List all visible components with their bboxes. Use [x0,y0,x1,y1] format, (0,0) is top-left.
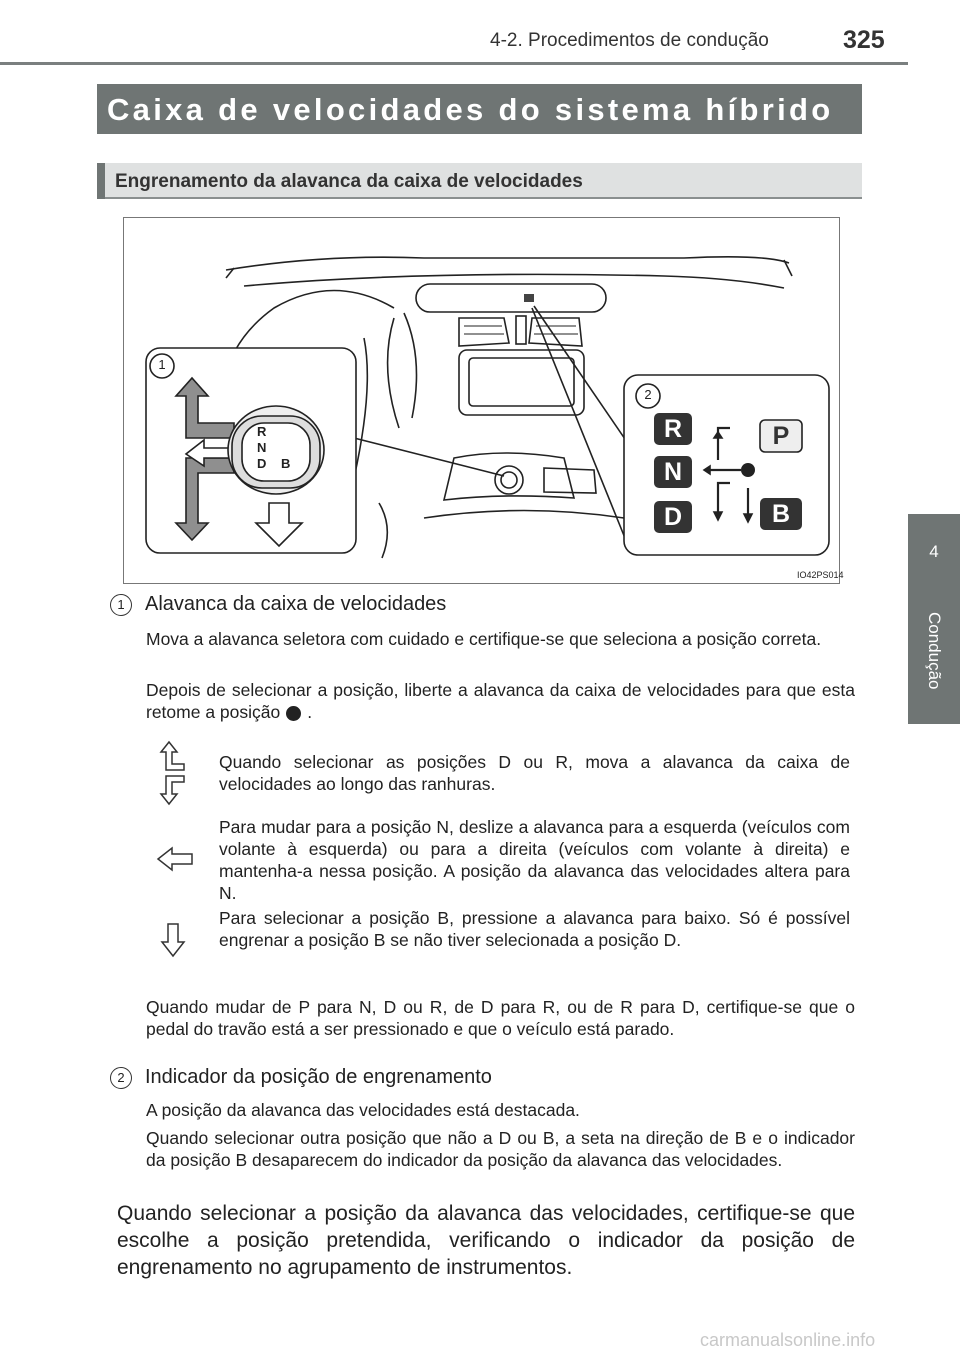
item-1-number: 1 [110,594,132,616]
dashboard-illustration [123,217,840,584]
item-1-paragraph-2-text: Depois de selecionar a posição, liberte a alavanca da caixa de velocidades para que esta retome a posição [146,680,855,722]
item-1-paragraph-1: Mova a alavanca seletora com cuidado e certifique-se que seleciona a posição correta. [146,629,822,649]
item-1-paragraph-2-end: . [307,702,313,722]
lever-letter-d: D [257,456,267,471]
figure-callout-1: 1 [158,357,166,372]
item-1-paragraph-3: Quando mudar de P para N, D ou R, de D para R, ou de R para D, certifique-se que o pedal do travão está a ser pressionado e que o veículo está parado. [146,997,855,1039]
indicator-key-n: N [663,458,683,486]
page-title: Caixa de velocidades do sistema híbrido [107,92,834,127]
subtitle-accent [97,163,105,199]
note-n: Para mudar para a posição N, deslize a alavanca para a esquerda (veículos com volante à esquerda) ou para a direita (veículos com volante à direita) e mantenha-a nessa posição. A posição da alavanca das velocidades altera para N. [219,817,850,903]
closing-paragraph: Quando selecionar a posição da alavanca das velocidades, certifique-se que escolhe a posição pretendida, verificando o indicador da posição de engrenamento no agrupamento de instrumentos. [117,1202,855,1279]
item-1-heading: Alavanca da caixa de velocidades [145,593,447,615]
header-rule [0,62,908,65]
indicator-key-b: B [771,500,791,528]
chapter-number: 4 [929,542,939,561]
subtitle: Engrenamento da alavanca da caixa de velocidades [115,171,583,192]
figure-callout-2: 2 [644,387,652,402]
chapter-label: Condução [925,612,944,690]
watermark: carmanualsonline.info [700,1330,876,1350]
item-2-paragraph-2: Quando selecionar outra posição que não a D ou B, a seta na direção de B e o indicador da posição B desaparecem do indicador da posição da alavanca das velocidades. [146,1128,855,1170]
up-down-grooves-arrow-icon [158,740,188,806]
down-arrow-icon [160,922,186,958]
indicator-key-d: D [663,503,683,531]
indicator-key-r: R [663,415,683,443]
note-d-r: Quando selecionar as posições D ou R, mova a alavanca da caixa de velocidades ao longo das ranhuras. [219,752,850,794]
item-1-paragraph-2 [146,679,855,723]
figure-code: IO42PS014 [797,570,844,580]
lever-letter-b: B [281,456,291,471]
left-arrow-icon [156,846,194,872]
page-number: 325 [843,26,885,54]
neutral-position-dot-icon [286,706,301,721]
lever-letter-r: R [257,424,267,439]
note-b: Para selecionar a posição B, pressione a alavanca para baixo. Só é possível engrenar a posição B se não tiver selecionada a posição D. [219,908,850,950]
item-2-paragraph-1: A posição da alavanca das velocidades está destacada. [146,1100,580,1120]
indicator-key-p: P [772,422,790,450]
item-2-number: 2 [110,1067,132,1089]
lever-letter-n: N [257,440,267,455]
section-header: 4-2. Procedimentos de condução [490,30,769,51]
item-2-heading: Indicador da posição de engrenamento [145,1066,492,1088]
